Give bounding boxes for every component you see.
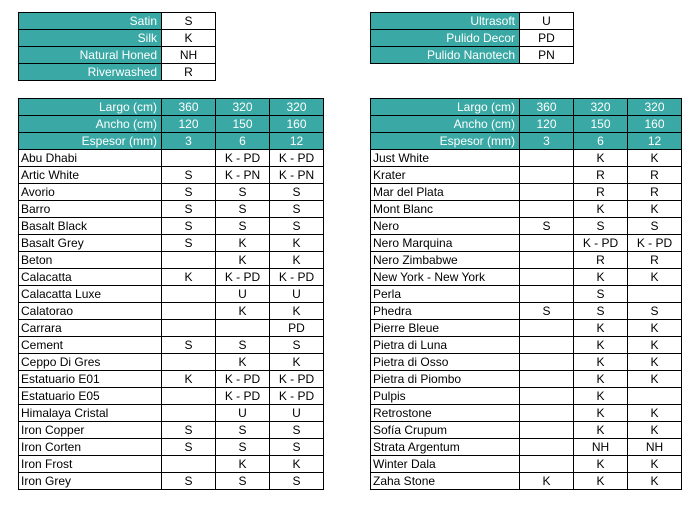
table-row xyxy=(19,235,324,252)
legend-code: K xyxy=(162,30,216,47)
header-value: 6 xyxy=(574,133,628,150)
header-value: 120 xyxy=(162,116,216,133)
finish-cell: K - PD xyxy=(628,235,682,252)
table-row xyxy=(371,201,682,218)
finish-cell: K xyxy=(574,201,628,218)
finish-cell: K xyxy=(628,473,682,490)
finish-cell xyxy=(520,405,574,422)
finish-cell: S xyxy=(216,201,270,218)
product-name: Nero xyxy=(371,218,520,235)
product-name: Artic White xyxy=(19,167,162,184)
header-value: 360 xyxy=(520,99,574,116)
product-name: Winter Dala xyxy=(371,456,520,473)
legend-right xyxy=(370,12,574,64)
table-row xyxy=(371,218,682,235)
finish-cell: S xyxy=(520,303,574,320)
product-name: Abu Dhabi xyxy=(19,150,162,167)
finish-cell: K xyxy=(574,456,628,473)
finish-cell: K xyxy=(270,303,324,320)
finish-cell xyxy=(520,456,574,473)
finish-cell xyxy=(628,388,682,405)
header-row xyxy=(371,99,682,116)
finish-cell: K xyxy=(270,252,324,269)
finish-cell xyxy=(162,320,216,337)
header-value: 320 xyxy=(270,99,324,116)
product-name: Calatorao xyxy=(19,303,162,320)
finish-cell: S xyxy=(574,218,628,235)
finish-cell: K xyxy=(628,354,682,371)
legend-label: Satin xyxy=(19,13,162,30)
table-row xyxy=(371,184,682,201)
finish-cell: S xyxy=(162,235,216,252)
product-name: Calacatta xyxy=(19,269,162,286)
header-row xyxy=(19,133,324,150)
finish-cell: K - PD xyxy=(216,150,270,167)
finish-cell: K xyxy=(628,269,682,286)
finish-cell: K xyxy=(628,456,682,473)
finish-cell: K xyxy=(216,303,270,320)
finish-cell xyxy=(520,184,574,201)
legend-label: Silk xyxy=(19,30,162,47)
product-name: Pulpis xyxy=(371,388,520,405)
product-name: Perla xyxy=(371,286,520,303)
header-label: Espesor (mm) xyxy=(19,133,162,150)
product-table-left xyxy=(18,98,324,490)
finish-cell: K xyxy=(216,252,270,269)
product-name: Iron Frost xyxy=(19,456,162,473)
finish-cell: K - PD xyxy=(216,269,270,286)
finish-cell: R xyxy=(628,184,682,201)
finish-cell: U xyxy=(216,405,270,422)
legend-code: S xyxy=(162,13,216,30)
legend-code: PN xyxy=(520,47,574,64)
finish-cell: S xyxy=(162,337,216,354)
finish-cell: K xyxy=(574,473,628,490)
header-value: 320 xyxy=(628,99,682,116)
finish-cell: S xyxy=(270,337,324,354)
finish-cell xyxy=(162,150,216,167)
legend-row xyxy=(19,30,216,47)
legend-row xyxy=(371,47,574,64)
finish-cell: K xyxy=(574,337,628,354)
table-row xyxy=(19,388,324,405)
product-name: Iron Corten xyxy=(19,439,162,456)
product-name: Pierre Bleue xyxy=(371,320,520,337)
finish-cell: S xyxy=(162,167,216,184)
finish-cell xyxy=(162,252,216,269)
finish-cell: K xyxy=(520,473,574,490)
finish-cell: K xyxy=(574,388,628,405)
finish-cell: K - PD xyxy=(270,269,324,286)
product-name: Pietra di Piombo xyxy=(371,371,520,388)
finish-cell: K xyxy=(574,269,628,286)
finish-cell: S xyxy=(216,337,270,354)
finish-cell: K xyxy=(270,456,324,473)
finish-cell: U xyxy=(270,405,324,422)
table-row xyxy=(371,320,682,337)
finish-cell: R xyxy=(628,167,682,184)
legend-code: NH xyxy=(162,47,216,64)
finish-cell xyxy=(162,354,216,371)
finish-cell: S xyxy=(270,201,324,218)
finish-cell: S xyxy=(216,184,270,201)
legend-label: Pulido Decor xyxy=(371,30,520,47)
finish-cell: S xyxy=(574,303,628,320)
table-row xyxy=(19,473,324,490)
finish-cell: K - PD xyxy=(216,388,270,405)
product-name: Zaha Stone xyxy=(371,473,520,490)
finish-cell xyxy=(520,422,574,439)
table-row xyxy=(19,150,324,167)
finish-cell xyxy=(520,388,574,405)
finish-cell: K xyxy=(628,405,682,422)
table-row xyxy=(19,218,324,235)
finish-cell: S xyxy=(520,218,574,235)
finish-cell: K xyxy=(574,354,628,371)
header-label: Ancho (cm) xyxy=(371,116,520,133)
product-name: Beton xyxy=(19,252,162,269)
legend-row xyxy=(371,13,574,30)
product-name: Mont Blanc xyxy=(371,201,520,218)
header-value: 3 xyxy=(162,133,216,150)
finish-cell: K xyxy=(216,456,270,473)
header-value: 12 xyxy=(628,133,682,150)
table-row xyxy=(371,303,682,320)
product-name: Nero Zimbabwe xyxy=(371,252,520,269)
table-row xyxy=(371,405,682,422)
finish-cell: K - PD xyxy=(574,235,628,252)
table-row xyxy=(19,167,324,184)
product-name: Carrara xyxy=(19,320,162,337)
product-name: Cement xyxy=(19,337,162,354)
finish-cell: S xyxy=(270,184,324,201)
finish-cell xyxy=(520,235,574,252)
table-row xyxy=(371,473,682,490)
finish-cell: R xyxy=(574,167,628,184)
finish-cell: R xyxy=(574,252,628,269)
table-row xyxy=(371,235,682,252)
legend-label: Riverwashed xyxy=(19,64,162,81)
finish-cell: K - PD xyxy=(270,388,324,405)
finish-cell: S xyxy=(270,473,324,490)
finish-cell: K xyxy=(628,337,682,354)
finish-cell: K - PN xyxy=(270,167,324,184)
legend-code: PD xyxy=(520,30,574,47)
header-value: 6 xyxy=(216,133,270,150)
finish-cell: U xyxy=(216,286,270,303)
finish-cell: K - PD xyxy=(270,150,324,167)
finish-cell: S xyxy=(628,218,682,235)
header-value: 150 xyxy=(216,116,270,133)
finish-cell: S xyxy=(162,473,216,490)
finish-cell xyxy=(162,388,216,405)
finish-cell: K xyxy=(574,371,628,388)
finish-cell: S xyxy=(270,422,324,439)
legend-code: U xyxy=(520,13,574,30)
table-row xyxy=(19,422,324,439)
legend-row xyxy=(371,30,574,47)
table-row xyxy=(371,337,682,354)
table-row xyxy=(371,167,682,184)
table-row xyxy=(19,456,324,473)
finish-cell xyxy=(520,320,574,337)
finish-cell: R xyxy=(574,184,628,201)
finish-cell: K xyxy=(574,422,628,439)
finish-cell: K xyxy=(628,201,682,218)
product-name: New York - New York xyxy=(371,269,520,286)
table-row xyxy=(19,320,324,337)
product-name: Retrostone xyxy=(371,405,520,422)
header-value: 150 xyxy=(574,116,628,133)
product-name: Estatuario E01 xyxy=(19,371,162,388)
legend-label: Natural Honed xyxy=(19,47,162,64)
product-name: Iron Copper xyxy=(19,422,162,439)
legend-label: Pulido Nanotech xyxy=(371,47,520,64)
product-name: Ceppo Di Gres xyxy=(19,354,162,371)
product-name: Estatuario E05 xyxy=(19,388,162,405)
finish-cell: K xyxy=(270,235,324,252)
finish-cell: K xyxy=(216,235,270,252)
header-value: 160 xyxy=(270,116,324,133)
finish-cell xyxy=(162,286,216,303)
table-row xyxy=(371,286,682,303)
header-row xyxy=(19,116,324,133)
header-row xyxy=(371,133,682,150)
finish-cell: K xyxy=(628,320,682,337)
product-name: Mar del Plata xyxy=(371,184,520,201)
product-name: Avorio xyxy=(19,184,162,201)
finish-cell: S xyxy=(270,218,324,235)
finish-cell: K xyxy=(216,354,270,371)
finish-cell xyxy=(520,269,574,286)
finish-cell: S xyxy=(216,218,270,235)
table-row xyxy=(19,337,324,354)
finish-cell: K xyxy=(270,354,324,371)
table-row xyxy=(19,252,324,269)
product-name: Nero Marquina xyxy=(371,235,520,252)
legend-row xyxy=(19,47,216,64)
table-row xyxy=(19,371,324,388)
legend-row xyxy=(19,13,216,30)
finish-cell: K - PD xyxy=(216,371,270,388)
table-row xyxy=(19,286,324,303)
header-label: Largo (cm) xyxy=(19,99,162,116)
header-value: 12 xyxy=(270,133,324,150)
finish-cell xyxy=(520,439,574,456)
finish-cell: S xyxy=(216,422,270,439)
table-row xyxy=(19,405,324,422)
finish-cell: S xyxy=(628,303,682,320)
finish-cell: S xyxy=(574,286,628,303)
legend-row xyxy=(19,64,216,81)
header-row xyxy=(371,116,682,133)
finish-cell xyxy=(162,303,216,320)
finish-cell: K xyxy=(162,371,216,388)
finish-cell: K xyxy=(574,405,628,422)
header-value: 320 xyxy=(216,99,270,116)
table-row xyxy=(19,269,324,286)
finish-cell: S xyxy=(162,422,216,439)
legend-label: Ultrasoft xyxy=(371,13,520,30)
table-row xyxy=(19,354,324,371)
product-name: Sofía Crupum xyxy=(371,422,520,439)
finish-cell: K xyxy=(628,422,682,439)
header-value: 3 xyxy=(520,133,574,150)
table-row xyxy=(19,201,324,218)
table-row xyxy=(19,184,324,201)
finish-cell: K - PN xyxy=(216,167,270,184)
finish-cell xyxy=(520,337,574,354)
finish-cell xyxy=(520,252,574,269)
finish-cell: PD xyxy=(270,320,324,337)
finish-cell: S xyxy=(162,201,216,218)
finish-cell: R xyxy=(628,252,682,269)
header-label: Largo (cm) xyxy=(371,99,520,116)
product-name: Iron Grey xyxy=(19,473,162,490)
product-name: Basalt Black xyxy=(19,218,162,235)
finish-cell: S xyxy=(270,439,324,456)
finish-cell xyxy=(520,371,574,388)
table-row xyxy=(371,150,682,167)
finish-cell: U xyxy=(270,286,324,303)
product-name: Barro xyxy=(19,201,162,218)
finish-cell: S xyxy=(162,184,216,201)
header-label: Ancho (cm) xyxy=(19,116,162,133)
product-name: Pietra di Osso xyxy=(371,354,520,371)
product-table-right xyxy=(370,98,682,490)
product-name: Just White xyxy=(371,150,520,167)
finish-cell xyxy=(520,201,574,218)
product-name: Basalt Grey xyxy=(19,235,162,252)
table-row xyxy=(19,439,324,456)
finish-cell: S xyxy=(216,439,270,456)
finish-cell: K xyxy=(628,371,682,388)
header-value: 320 xyxy=(574,99,628,116)
finish-cell xyxy=(520,167,574,184)
product-name: Phedra xyxy=(371,303,520,320)
finish-cell: K xyxy=(628,150,682,167)
finish-cell: S xyxy=(162,218,216,235)
legend-code: R xyxy=(162,64,216,81)
table-row xyxy=(371,388,682,405)
product-name: Krater xyxy=(371,167,520,184)
finish-cell: S xyxy=(162,439,216,456)
table-row xyxy=(371,422,682,439)
product-name: Himalaya Cristal xyxy=(19,405,162,422)
table-row xyxy=(371,269,682,286)
header-value: 120 xyxy=(520,116,574,133)
finish-cell: K - PD xyxy=(270,371,324,388)
finish-cell xyxy=(520,354,574,371)
finish-cell xyxy=(628,286,682,303)
finish-cell: K xyxy=(162,269,216,286)
finish-cell xyxy=(216,320,270,337)
finish-cell: K xyxy=(574,320,628,337)
finish-cell xyxy=(520,286,574,303)
finish-cell xyxy=(162,405,216,422)
header-label: Espesor (mm) xyxy=(371,133,520,150)
table-row xyxy=(19,303,324,320)
finish-cell: NH xyxy=(628,439,682,456)
table-row xyxy=(371,456,682,473)
finish-cell: S xyxy=(216,473,270,490)
finish-cell xyxy=(162,456,216,473)
legend-left xyxy=(18,12,216,81)
finish-cell xyxy=(520,150,574,167)
header-row xyxy=(19,99,324,116)
product-name: Pietra di Luna xyxy=(371,337,520,354)
product-name: Calacatta Luxe xyxy=(19,286,162,303)
table-row xyxy=(371,354,682,371)
finish-cell: NH xyxy=(574,439,628,456)
product-name: Strata Argentum xyxy=(371,439,520,456)
finish-cell: K xyxy=(574,150,628,167)
header-value: 160 xyxy=(628,116,682,133)
table-row xyxy=(371,371,682,388)
header-value: 360 xyxy=(162,99,216,116)
table-row xyxy=(371,439,682,456)
table-row xyxy=(371,252,682,269)
